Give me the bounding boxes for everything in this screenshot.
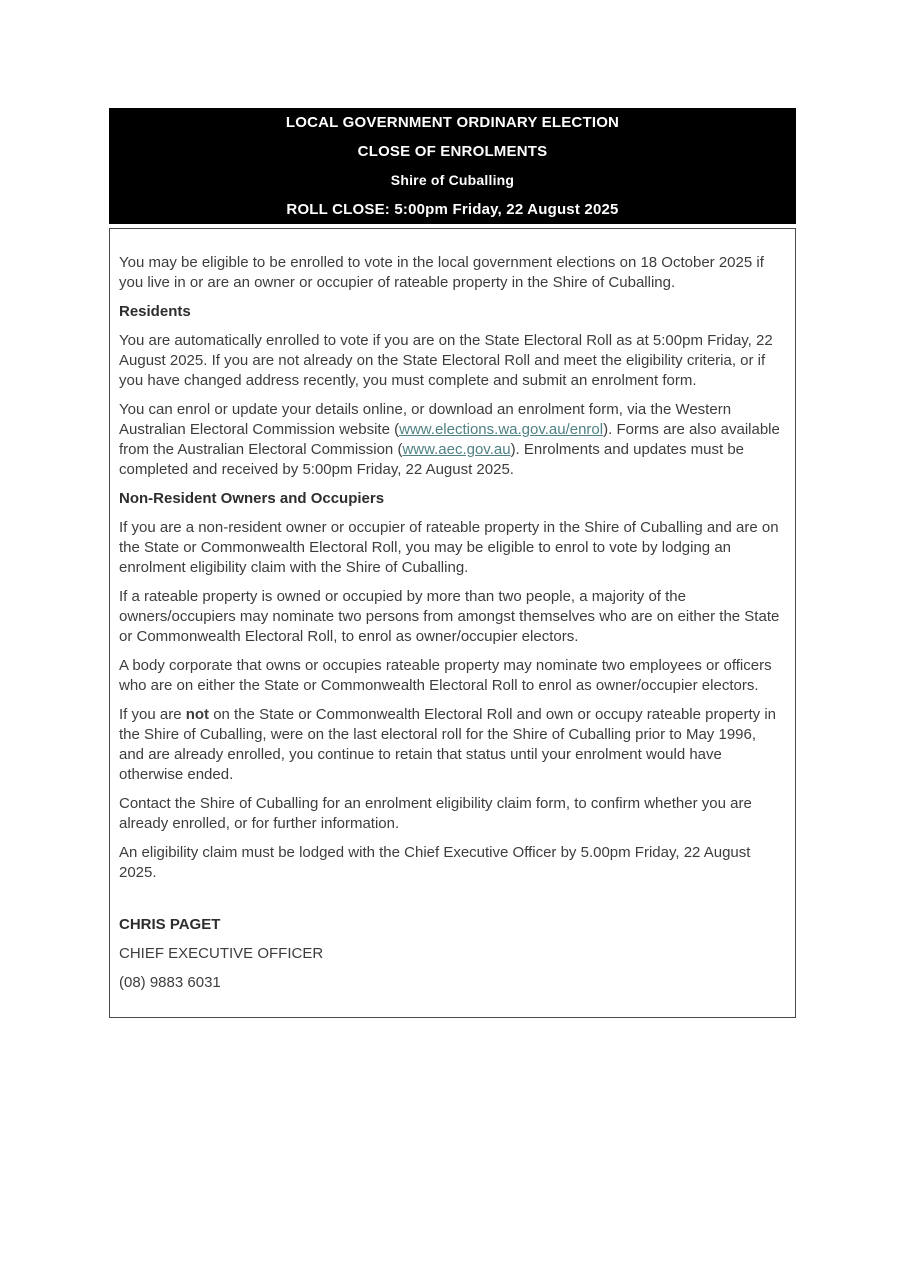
paragraph-non-resident-2: If a rateable property is owned or occupied by more than two people, a majority of the owners/occupiers may nominate two persons from amongst themselves who are on either the State or Commonwealth Electoral Roll, to enrol as owner/occupier electors. — [119, 588, 780, 645]
paragraph-non-resident-1: If you are a non-resident owner or occupier of rateable property in the Shire of Cuballing and are on the State or Commonwealth Electoral Roll, you may be eligible to enrol to vote by lodging an enrolment eligibility claim with the Shire of Cuballing. — [119, 519, 779, 576]
not-bold-word: not — [185, 706, 210, 723]
paragraph-eligibility-claim: An eligibility claim must be lodged with the Chief Executive Officer by 5.00pm Friday, 22 August 2025. — [119, 844, 751, 881]
paragraph-body-corporate: A body corporate that owns or occupies rateable property may nominate two employees or officers who are on either the State or Commonwealth Electoral Roll to enrol as owner/occupier electors. — [119, 657, 772, 694]
not-text-2: on the State or Commonwealth Electoral Roll and own or occupy rateable property in the Shire of Cuballing, were on the last electoral roll for the Shire of Cuballing prior to May 1996, and are already enrolled, you continue to retain that status until your enrolment would have otherwise ended. — [119, 706, 776, 783]
notice-header — [109, 108, 796, 224]
paragraph-auto-enrolment: You are automatically enrolled to vote if you are on the State Electoral Roll as at 5:00pm Friday, 22 August 2025. If you are not already on the State Electoral Roll and meet the eligibility criteria, or if you have changed address recently, you must complete and submit an enrolment form. — [119, 332, 773, 389]
link-elections-wa[interactable]: www.elections.wa.gov.au/enrol — [399, 421, 604, 438]
enrol-text-2: ). Forms are also available from the Australian Electoral Commission ( — [119, 421, 780, 458]
enrol-text-3: ). Enrolments and updates must be completed and received by 5:00pm Friday, 22 August 2025. — [119, 441, 745, 478]
heading-residents: Residents — [119, 303, 191, 320]
link-aec[interactable]: www.aec.gov.au — [402, 441, 511, 458]
paragraph-intro: You may be eligible to be enrolled to vote in the local government elections on 18 October 2025 if you live in or are an owner or occupier of rateable property in the Shire of Cuballing. — [119, 254, 764, 291]
signature-phone: (08) 9883 6031 — [119, 974, 221, 991]
header-title: LOCAL GOVERNMENT ORDINARY ELECTION — [285, 114, 620, 131]
paragraph-enrol-online — [119, 400, 781, 480]
header-subtitle: CLOSE OF ENROLMENTS — [357, 143, 548, 160]
heading-non-resident: Non-Resident Owners and Occupiers — [119, 490, 385, 507]
paragraph-not-enrolled — [119, 705, 781, 785]
notice-body — [109, 228, 796, 1018]
header-roll-close: ROLL CLOSE: 5:00pm Friday, 22 August 2025 — [286, 201, 619, 218]
header-shire-name: Shire of Cuballing — [390, 172, 515, 188]
enrol-text-1: You can enrol or update your details online, or download an enrolment form, via the Western Australian Electoral Commission website ( — [119, 401, 732, 438]
paragraph-contact: Contact the Shire of Cuballing for an enrolment eligibility claim form, to confirm whether you are already enrolled, or for further information. — [119, 795, 752, 832]
signature-title: CHIEF EXECUTIVE OFFICER — [119, 945, 324, 962]
signature-name: CHRIS PAGET — [119, 916, 221, 933]
not-text-1: If you are — [119, 706, 186, 723]
election-notice-document — [109, 108, 796, 1018]
